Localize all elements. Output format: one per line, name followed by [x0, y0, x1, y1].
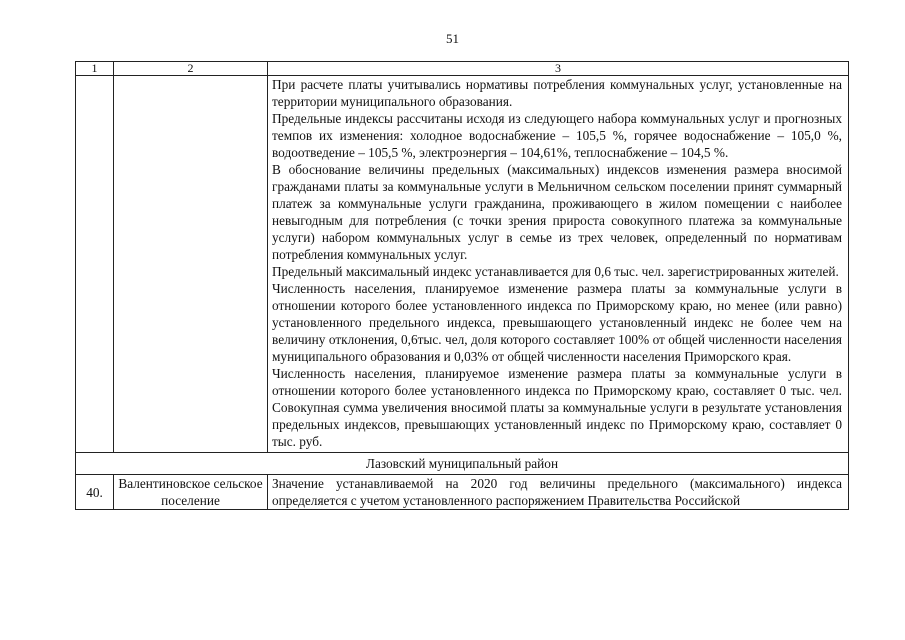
row-number: 40.: [76, 475, 114, 510]
paragraph-norms: При расчете платы учитывались нормативы потребления коммунальных услуг, установленные на территории муниципального образования.: [272, 77, 842, 109]
settlement-name-cell: [114, 76, 268, 453]
table-row-40: [76, 475, 849, 510]
column-header-1: 1: [76, 62, 114, 76]
column-header-2: 2: [114, 62, 268, 76]
table-row-39-continued: [76, 76, 849, 453]
page-number: 51: [446, 31, 459, 46]
justification-cell: [268, 76, 849, 453]
column-header-3: 3: [268, 62, 849, 76]
paragraph-population-above: Численность населения, планируемое изменение размера платы за коммунальные услуги в отношении которого более установленного индекса по Приморскому краю, составляет 0 тыс. чел. Совокупная сумма увеличения вносимой платы за коммунальные услуги в результате установления предельных индексов, превышающих установленный индекс по Приморскому краю, составляет 0 тыс. руб.: [272, 366, 842, 449]
paragraph-population-within: Численность населения, планируемое изменение размера платы за коммунальные услуги в отношении которого более установленного индекса по Приморскому краю, но менее (или равно) установленного предельного индекса, превышающего установленный индекс не более чем на величину отклонения, 0,6тыс. чел, доля которого составляет 100% от общей численности населения муниципального образования и 0,03% от общей численности населения Приморского края.: [272, 281, 842, 364]
paragraph-max-index: Предельный максимальный индекс устанавливается для 0,6 тыс. чел. зарегистрированных жителей.: [272, 264, 839, 279]
tariff-index-table: [75, 61, 849, 510]
paragraph-justification: В обоснование величины предельных (максимальных) индексов изменения размера вносимой гражданами платы за коммунальные услуги в Мельничном сельском поселении принят суммарный платеж за коммунальные услуги гражданина, проживающего в жилом помещении с наиболее невыгодным для потребления (с точки зрения прироста совокупного платежа за коммунальные услуги) набором коммунальных услуг в семье из трех человек, определенный по нормативам потребления коммунальных услуг.: [272, 162, 842, 262]
region-title: Лазовский муниципальный район: [76, 453, 849, 475]
row-40-text: Значение устанавливаемой на 2020 год величины предельного (максимального) индекса определяется с учетом установленного распоряжением Правительства Российской: [268, 475, 849, 510]
table-header-row: [76, 62, 849, 76]
paragraph-indexes: Предельные индексы рассчитаны исходя из следующего набора коммунальных услуг и прогнозных темпов их изменения: холодное водоснабжение – 105,5 %, горячее водоснабжение – 105,0 %, водоотведение – 105,5 %, электроэнергия – 104,61%, теплоснабжение – 104,5 %.: [272, 111, 842, 160]
settlement-name: Валентиновское сельское поселение: [114, 475, 268, 510]
region-header-row: [76, 453, 849, 475]
row-number-cell: [76, 76, 114, 453]
